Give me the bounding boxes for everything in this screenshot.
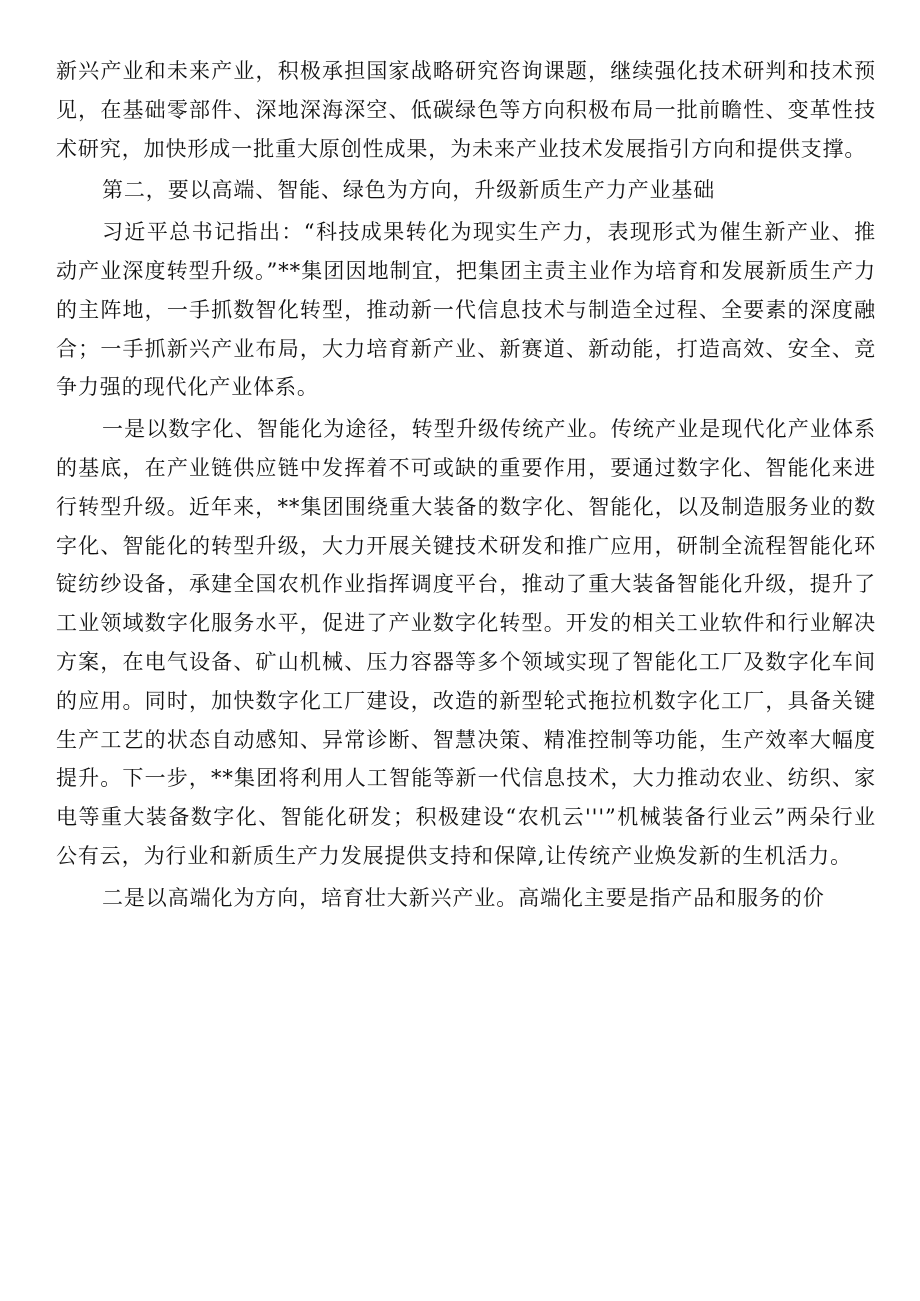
paragraph-quote: 习近平总书记指出：“科技成果转化为现实生产力，表现形式为催生新产业、推动产业深度转型升级。”**集团因地制宜，把集团主责主业作为培育和发展新质生产力的主阵地，一手抓数智化转型，推动新一代信息技术与制造全过程、全要素的深度融合；一手抓新兴产业布局，大力培育新产业、新赛道、新动能，打造高效、安全、竞争力强的现代化产业体系。	[56, 220, 876, 400]
paragraph-digital-transformation: 一是以数字化、智能化为途径，转型升级传统产业。传统产业是现代化产业体系的基底，在产业链供应链中发挥着不可或缺的重要作用，要通过数字化、智能化来进行转型升级。近年来，**集团围绕重大装备的数字化、智能化，以及制造服务业的数字化、智能化的转型升级，大力开展关键技术研发和推广应用，研制全流程智能化环锭纺纱设备，承建全国农机作业指挥调度平台，推动了重大装备智能化升级，提升了工业领域数字化服务水平，促进了产业数字化转型。开发的相关工业软件和行业解决方案，在电气设备、矿山机械、压力容器等多个领域实现了智能化工厂及数字化车间的应用。同时，加快数字化工厂建设，改造的新型轮式拖拉机数字化工厂，具备关键生产工艺的状态自动感知、异常诊断、智慧决策、精准控制等功能，生产效率大幅度提升。下一步，**集团将利用人工智能等新一代信息技术，大力推动农业、纺织、家电等重大装备数字化、智能化研发；积极建设“农机云'''”机械装备行业云”两朵行业公有云，为行业和新质生产力发展提供支持和保障,让传统产业焕发新的生机活力。	[56, 417, 876, 868]
paragraph-emerging-industries: 二是以高端化为方向，培育壮大新兴产业。高端化主要是指产品和服务的价	[102, 885, 825, 910]
section-heading: 第二，要以高端、智能、绿色为方向，升级新质生产力产业基础	[102, 178, 716, 203]
document-page	[56, 52, 876, 918]
paragraph-continued: 新兴产业和未来产业，积极承担国家战略研究咨询课题，继续强化技术研判和技术预见，在基础零部件、深地深海深空、低碳绿色等方向积极布局一批前瞻性、变革性技术研究，加快形成一批重大原创性成果，为未来产业技术发展指引方向和提供支撑。	[56, 59, 876, 161]
